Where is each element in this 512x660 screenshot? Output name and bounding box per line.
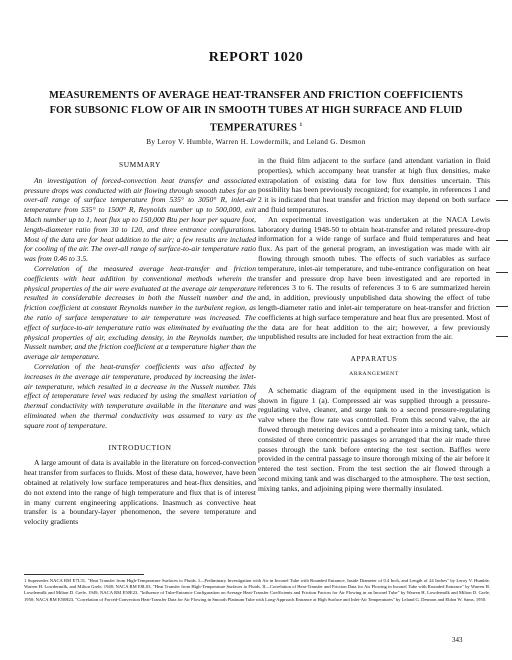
arrangement-heading: ARRANGEMENT <box>349 370 399 377</box>
right-paragraph-2: An experimental investigation was undertaken at the NACA Lewis laboratory during 1948-50 to obtain heat-transfer and related pressure-drop information for a wide range of surface and fluid temperatures and heat flux. As part of the general program, an investigation was made with air flowing through smooth tubes. The effects of such variables as surface temperature, inlet-air temperature, and tube-entrance configuration on heat transfer and pressure drop have been investigated and are reported in references 3 to 6. The results of references 3 to 6 are summarized herein and, in addition, previously unpublished data showing the effect of tube length-diameter ratio and inlet-air temperature on heat-transfer and friction coefficients at high surface temperature and heat flux are presented. Most of the data are for heat addition to the air; however, a few previously unpublished results are included for heat extraction from the air. <box>258 214 490 342</box>
margin-mark <box>496 240 508 241</box>
margin-marks <box>496 0 510 660</box>
summary-paragraph-3: Correlation of the heat-transfer coefficients was also affected by increases in the average air temperature, produced by increasing the inlet-air temperature, which resulted in a decrease in the Nusselt number. This effect of temperature level was reduced by using the smallest variation of thermal conductivity with temperature available in the literature and was eliminated when the thermal conductivity was assumed to vary as the square root of temperature. <box>24 361 256 430</box>
footnote-divider <box>24 574 144 575</box>
introduction-heading: INTRODUCTION <box>108 442 172 452</box>
report-number: REPORT 1020 <box>208 50 304 65</box>
footnote-text: 1 Supersedes NACA RM E7L31, "Heat Transfer from High-Temperature Surfaces to Fluids. I—Preliminary Investigation with Air in Inconel Tube with Rounded Entrance, Inside Diameter of 0.4 Inch, and Length of 24 Inches" by Leroy V. Humble, Warren H. Lowdermilk, and Milton Grele, 1948; NACA RM E8L03, "Heat Transfer from High-Temperature Surfaces to Fluids. II—Correlation of Heat-Transfer and Friction Data for Air Flowing in Inconel Tube with Rounded Entrance" by Warren H. Lowdermilk and Milton D. Grele, 1949; NACA RM E50E23, "Influence of Tube-Entrance Configuration on Average Heat-Transfer Coefficients and Friction Factors for Air Flowing in an Inconel Tube" by Warren H. Lowdermilk and Milton D. Grele, 1950; NACA RM E50H23, "Correlation of Forced-Convection Heat-Transfer Data for Air Flowing in Smooth Platinum Tube with Long-Approach Entrance at High Surface and Inlet-Air Temperatures" by Leland G. Desmon and Eldon W. Sams, 1950. <box>24 578 490 602</box>
paper-title-text: MEASUREMENTS OF AVERAGE HEAT-TRANSFER AND FRICTION COEFFICIENTS FOR SUBSONIC FLOW OF AIR IN SMOOTH TUBES AT HIGH SURFACE AND FLUID TEMPERATURES <box>49 90 463 134</box>
apparatus-heading: APPARATUS <box>350 354 398 364</box>
summary-paragraph-1: An investigation of forced-convection heat transfer and associated pressure drops was conducted with air flowing through smooth tubes for an over-all range of surface temperature from 535° to 3050° R, inlet-air temperature from 535° to 1500° R, Reynolds number up to 500,000, exit Mach number up to 1, heat flux up to 150,000 Btu per hour per square foot, length-diameter ratio from 30 to 120, and three entrance configurations. Most of the data are for heat addition to the air; a few results are included for cooling of the air. The over-all range of surface-to-air temperature ratio was from 0.46 to 3.5. <box>24 175 256 264</box>
paper-title <box>40 88 472 135</box>
margin-mark <box>496 200 508 201</box>
margin-mark <box>496 336 508 337</box>
page-number: 343 <box>452 636 463 644</box>
right-column <box>258 156 490 494</box>
left-column <box>24 156 256 527</box>
right-paragraph-3: A schematic diagram of the equipment used in the investigation is shown in figure 1 (a). Compressed air was supplied through a pressure-regulating valve, cleaner, and surge tank to a second pressure-regulating valve where the flow rate was controlled. From this second valve, the air flowed through metering devices and a preheater into a mixing tank, which consisted of three concentric passages so arranged that the air made three passes through the tank before entering the test section. Baffles were provided in the central passage to insure thorough mixing of the air before it entered the test section. From the test section the air flowed through a second mixing tank and was discharged to the atmosphere. The test section, mixing tanks, and adjoining piping were thermally insulated. <box>258 385 490 493</box>
summary-heading: SUMMARY <box>119 160 161 169</box>
margin-mark <box>496 272 508 273</box>
introduction-paragraph-1: A large amount of data is available in the literature on forced-convection heat transfer from surfaces to fluids. Most of these data, however, have been obtained at relatively low surface temperatures and heat-flux densities, and do not extend into the range of high temperature and flux that is of interest in many current engineering applications. Inasmuch as convective heat transfer is a boundary-layer phenomenon, the severe temperature and velocity gradients <box>24 458 256 527</box>
title-footnote-marker: 1 <box>299 123 303 128</box>
right-paragraph-1: in the fluid film adjacent to the surface (and attendant variation in fluid properties), which accompany heat transfer at high flux densities, make extrapolation of existing data for low flux densities uncertain. This possibility has been previously recognized; for example, in references 1 and 2 it is indicated that heat transfer and friction may depend on both surface and fluid temperatures. <box>258 156 490 214</box>
margin-mark <box>496 306 508 307</box>
author-line: By Leroy V. Humble, Warren H. Lowdermilk, and Leland G. Desmon <box>146 138 366 146</box>
summary-paragraph-2: Correlation of the measured average heat-transfer and friction coefficients with heat addition by conventional methods wherein the physical properties of the air were evaluated at the average air temperature resulted in considerable decreases in both the Nusselt number and the friction coefficient at constant Reynolds number in the turbulent region, as the ratio of surface temperature to air temperature was increased. The effect of surface-to-air temperature ratio was eliminated by evaluating the physical properties of air, excluding density, in the Reynolds number, the Nusselt number, and the friction coefficient at a temperature higher than the average air temperature. <box>24 263 256 362</box>
